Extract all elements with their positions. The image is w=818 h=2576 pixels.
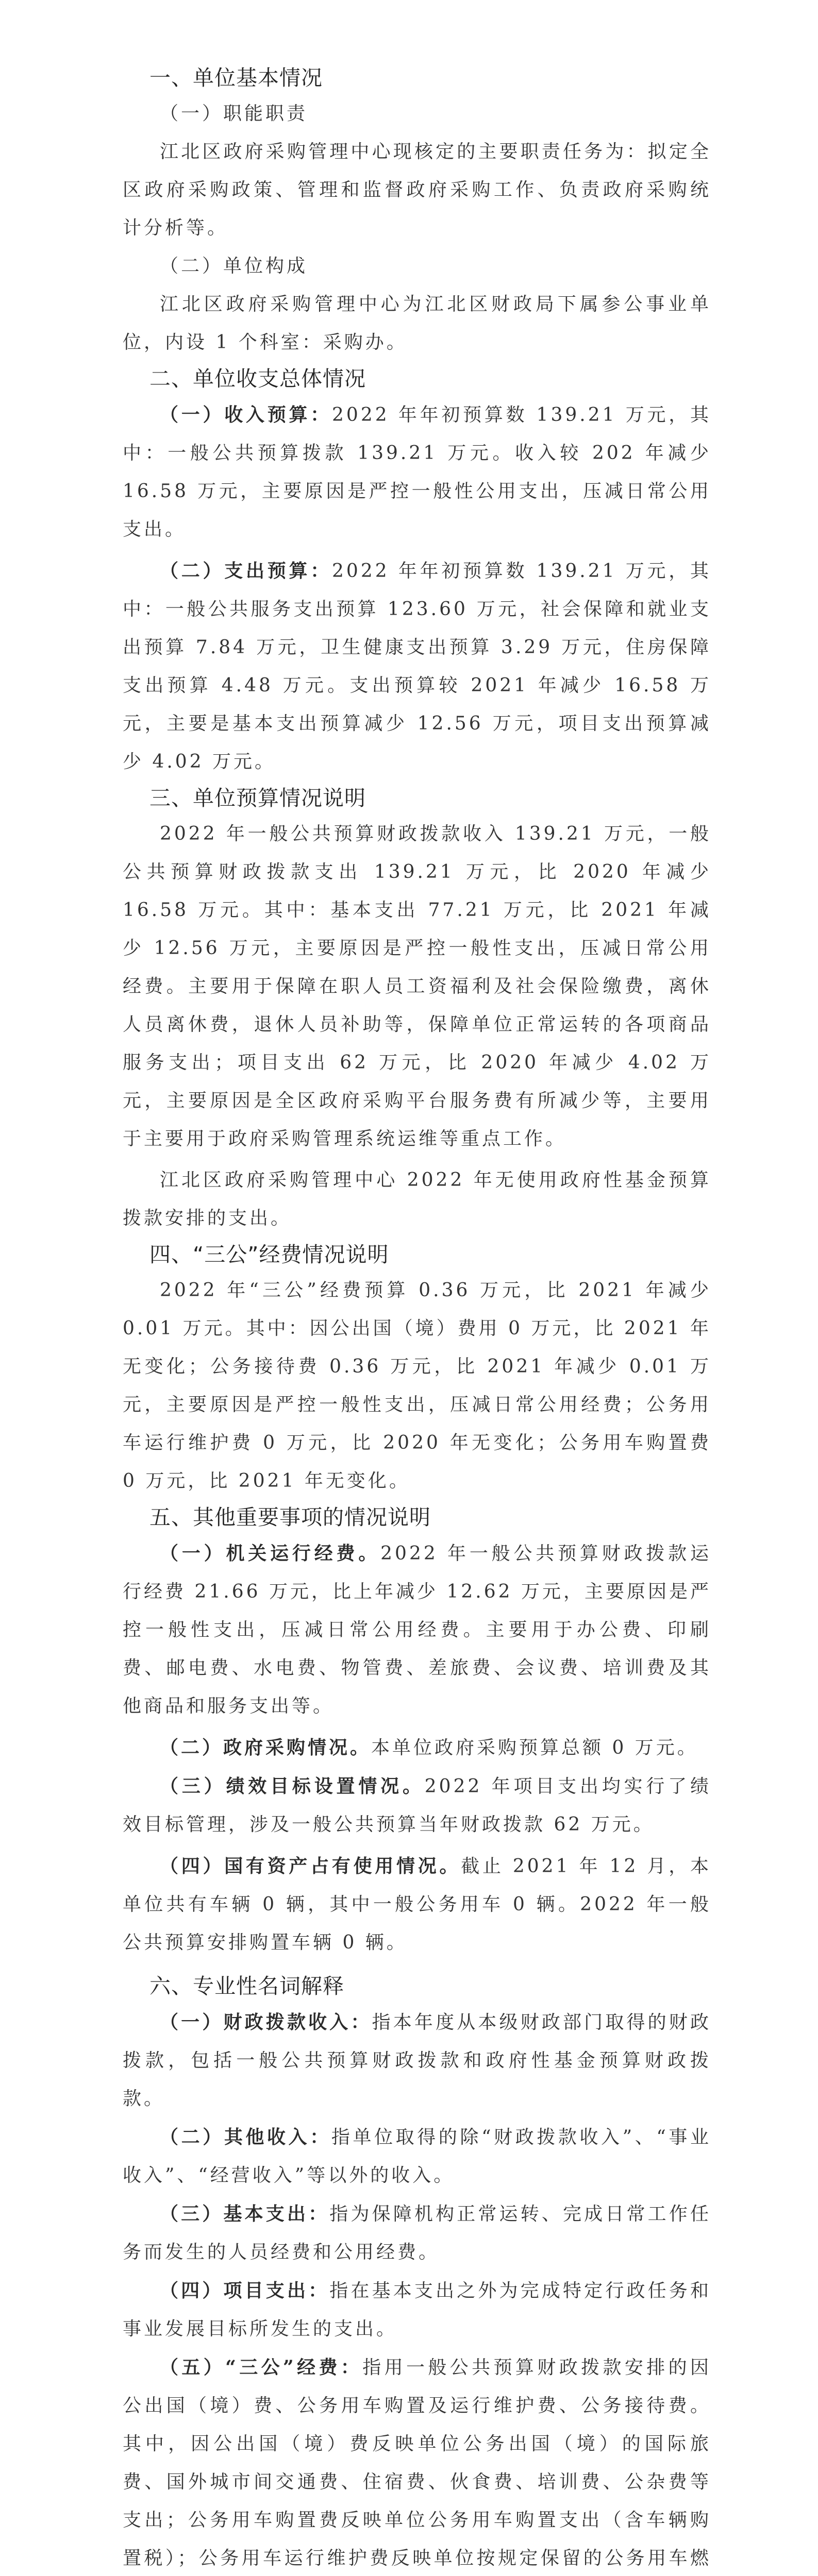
paragraph-lead: （四）国有资产占有使用情况。: [160, 1855, 461, 1877]
section-title-6: 六、专业性名词解释: [149, 1974, 344, 1998]
paragraph-lead: （一）财政拨款收入：: [160, 2011, 372, 2033]
paragraph-text: 2022 年项目支出均实行了绩效目标管理，涉及一般公共预算当年财政拨款 62 万元。: [123, 1776, 711, 1835]
paragraph-expense-budget: [123, 552, 711, 781]
paragraph-procurement: [123, 1728, 711, 1767]
paragraph-lead: （二）其他收入：: [160, 2126, 331, 2148]
paragraph-text: 指在基本支出之外为完成特定行政任务和事业发展目标所发生的支出。: [123, 2280, 711, 2340]
paragraph-three-public: 2022 年“三公”经费预算 0.36 万元，比 2021 年减少 0.01 万元。其中：因公出国（境）费用 0 万元，比 2021 年无变化；公务接待费 0.36 万元，比 2021 年减少 0.01 万元，主要原因是严控一般性支出，压减日常公用经费；公务用车运行维护费 0 万元，比 2020 年无变化；公务用车购置费 0 万元，比 2021 年无变化。: [123, 1280, 711, 1492]
paragraph-duties: 江北区政府采购管理中心现核定的主要职责任务为：拟定全区政府采购政策、管理和监督政府采购工作、负责政府采购统计分析等。: [123, 141, 711, 239]
paragraph-budget-explanation: 2022 年一般公共预算财政拨款收入 139.21 万元，一般公共预算财政拨款支出 139.21 万元，比 2020 年减少 16.58 万元。其中：基本支出 77.21 万元，比 2021 年减少 12.56 万元，主要原因是严控一般性支出，压减日常公用经费。主要用于保障在职人员工资福利及社会保险缴费，离休人员离休费，退休人员补助等，保障单位正常运转的各项商品服务支出；项目支出 62 万元，比 2020 年减少 4.02 万元，主要原因是全区政府采购平台服务费有所减少等，主要用于主要用于政府采购管理系统运维等重点工作。: [123, 823, 711, 1149]
section-title-5: 五、其他重要事项的情况说明: [149, 1505, 431, 1530]
paragraph-lead: （二）支出预算：: [160, 560, 332, 582]
paragraph-lead: （一）收入预算：: [160, 404, 332, 426]
paragraph-lead: （二）政府采购情况。: [160, 1737, 372, 1758]
paragraph-text: 指单位取得的除“财政拨款收入”、“事业收入”、“经营收入”等以外的收入。: [123, 2127, 711, 2186]
paragraph-lead: （四）项目支出：: [160, 2280, 330, 2301]
section-title-1: 一、单位基本情况: [149, 65, 323, 90]
paragraph-term-other-income: [123, 2118, 711, 2195]
paragraph-gov-fund: 江北区政府采购管理中心 2022 年无使用政府性基金预算拨款安排的支出。: [123, 1170, 711, 1229]
paragraph-text: 本单位政府采购预算总额 0 万元。: [371, 1737, 698, 1758]
subsection-title-structure: （二）单位构成: [160, 256, 308, 277]
paragraph-text: 2022 年年初预算数 139.21 万元，其中：一般公共预算拨款 139.21 万元。收入较 202 年减少 16.58 万元，主要原因是严控一般性公用支出，压减日常公用支出。: [123, 404, 711, 540]
paragraph-lead: （五）“三公”经费：: [160, 2357, 363, 2378]
paragraph-lead: （一）机关运行经费。: [160, 1543, 381, 1564]
paragraph-text: 指为保障机构正常运转、完成日常工作任务而发生的人员经费和公用经费。: [123, 2204, 711, 2263]
paragraph-structure: 江北区政府采购管理中心为江北区财政局下属参公事业单位，内设 1 个科室：采购办。: [123, 294, 711, 353]
paragraph-lead: （三）基本支出：: [160, 2203, 330, 2225]
paragraph-text: 2022 年年初预算数 139.21 万元，其中：一般公共服务支出预算 123.60 万元，社会保障和就业支出预算 7.84 万元，卫生健康支出预算 3.29 万元，住房保障支出预算 4.48 万元。支出预算较 2021 年减少 16.58 万元，主要是基本支出预算减少 12.56 万元，项目支出预算减少 4.02 万元。: [123, 561, 711, 772]
section-title-3: 三、单位预算情况说明: [149, 786, 366, 810]
paragraph-text: 截止 2021 年 12 月，本单位共有车辆 0 辆，其中一般公务用车 0 辆。2022 年一般公共预算安排购置车辆 0 辆。: [123, 1856, 711, 1953]
paragraph-income-budget: [123, 396, 711, 549]
document-body: [123, 61, 711, 2576]
section-title-4: 四、“三公”经费情况说明: [149, 1242, 389, 1267]
paragraph-lead: （三）绩效目标设置情况。: [160, 1775, 425, 1797]
paragraph-term-basic-expense: [123, 2195, 711, 2272]
section-title-2: 二、单位收支总体情况: [149, 366, 366, 391]
paragraph-operating-cost: [123, 1534, 711, 1725]
subsection-title-duties: （一）职能职责: [160, 103, 308, 124]
paragraph-assets: [123, 1847, 711, 1962]
paragraph-term-three-public: [123, 2348, 711, 2576]
paragraph-performance: [123, 1767, 711, 1844]
paragraph-term-project-expense: [123, 2272, 711, 2348]
paragraph-text: 2022 年一般公共预算财政拨款运行经费 21.66 万元，比上年减少 12.62 万元，主要原因是严控一般性支出，压减日常公用经费。主要用于办公费、印刷费、邮电费、水电费、物管费、差旅费、会议费、培训费及其他商品和服务支出等。: [123, 1543, 711, 1717]
paragraph-text: 指用一般公共预算财政拨款安排的因公出国（境）费、公务用车购置及运行维护费、公务接待费。其中，因公出国（境）费反映单位公务出国（境）的国际旅费、国外城市间交通费、住宿费、伙食费、培训费、公杂费等支出；公务用车购置费反映单位公务用车购置支出（含车辆购置税）；公务用车运行维护费反映单位按规定保留的公务用车燃: [123, 2357, 711, 2569]
paragraph-text: 指本年度从本级财政部门取得的财政拨款，包括一般公共预算财政拨款和政府性基金预算财政拨款。: [123, 2012, 711, 2109]
paragraph-term-fiscal-income: [123, 2003, 711, 2118]
